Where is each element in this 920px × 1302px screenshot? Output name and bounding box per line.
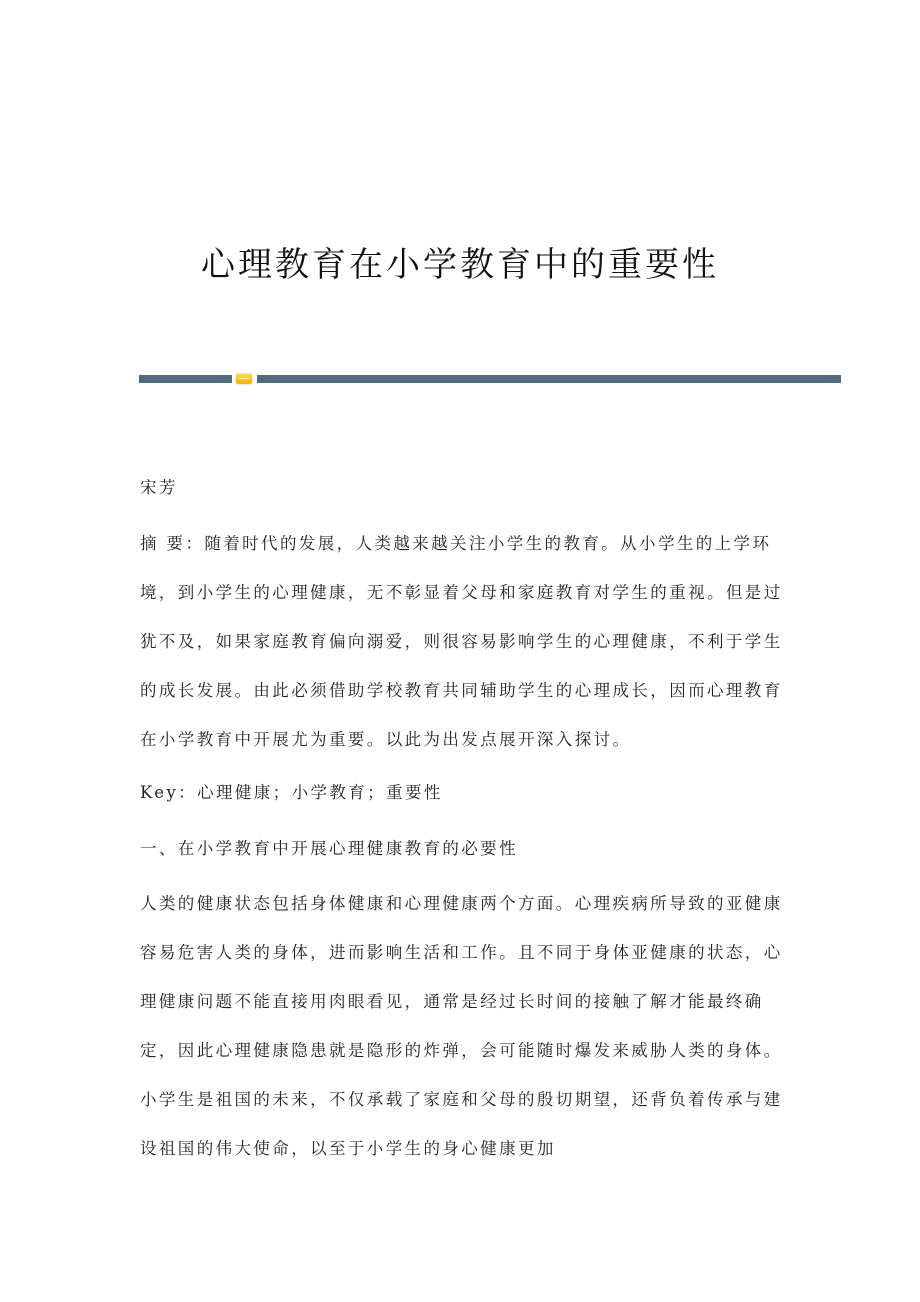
abstract-line: 的成长发展。由此必须借助学校教育共同辅助学生的心理成长，因而心理教育: [140, 681, 783, 700]
body-line: 容易危害人类的身体，进而影响生活和工作。且不同于身体亚健康的状态，心: [140, 943, 783, 962]
body-line: 人类的健康状态包括身体健康和心理健康两个方面。心理疾病所导致的亚健康: [140, 894, 783, 913]
body-line: 理健康问题不能直接用肉眼看见，通常是经过长时间的接触了解才能最终确: [140, 992, 764, 1011]
divider-left-segment: [139, 375, 232, 383]
abstract-line: 境，到小学生的心理健康，无不彰显着父母和家庭教育对学生的重视。但是过: [140, 583, 783, 602]
abstract-line: 摘 要：随着时代的发展，人类越来越关注小学生的教育。从小学生的上学环: [140, 534, 772, 553]
divider-right-segment: [257, 375, 841, 383]
abstract-line: 在小学教育中开展尤为重要。以此为出发点展开深入探讨。: [140, 730, 632, 749]
divider-ornament-icon: [236, 374, 252, 384]
abstract-line: 犹不及，如果家庭教育偏向溺爱，则很容易影响学生的心理健康，不利于学生: [140, 632, 783, 651]
body-line: 小学生是祖国的未来，不仅承载了家庭和父母的殷切期望，还背负着传承与建: [140, 1090, 783, 1109]
title-divider: [139, 375, 841, 383]
section-heading: 一、在小学教育中开展心理健康教育的必要性: [140, 839, 518, 858]
body-line: 定，因此心理健康隐患就是隐形的炸弹，会可能随时爆发来威胁人类的身体。: [140, 1041, 783, 1060]
document-title: 心理教育在小学教育中的重要性: [201, 244, 719, 285]
body-line: 设祖国的伟大使命，以至于小学生的身心健康更加: [140, 1139, 556, 1158]
author: 宋芳: [140, 478, 178, 497]
keywords: Key：心理健康；小学教育；重要性: [140, 783, 443, 802]
